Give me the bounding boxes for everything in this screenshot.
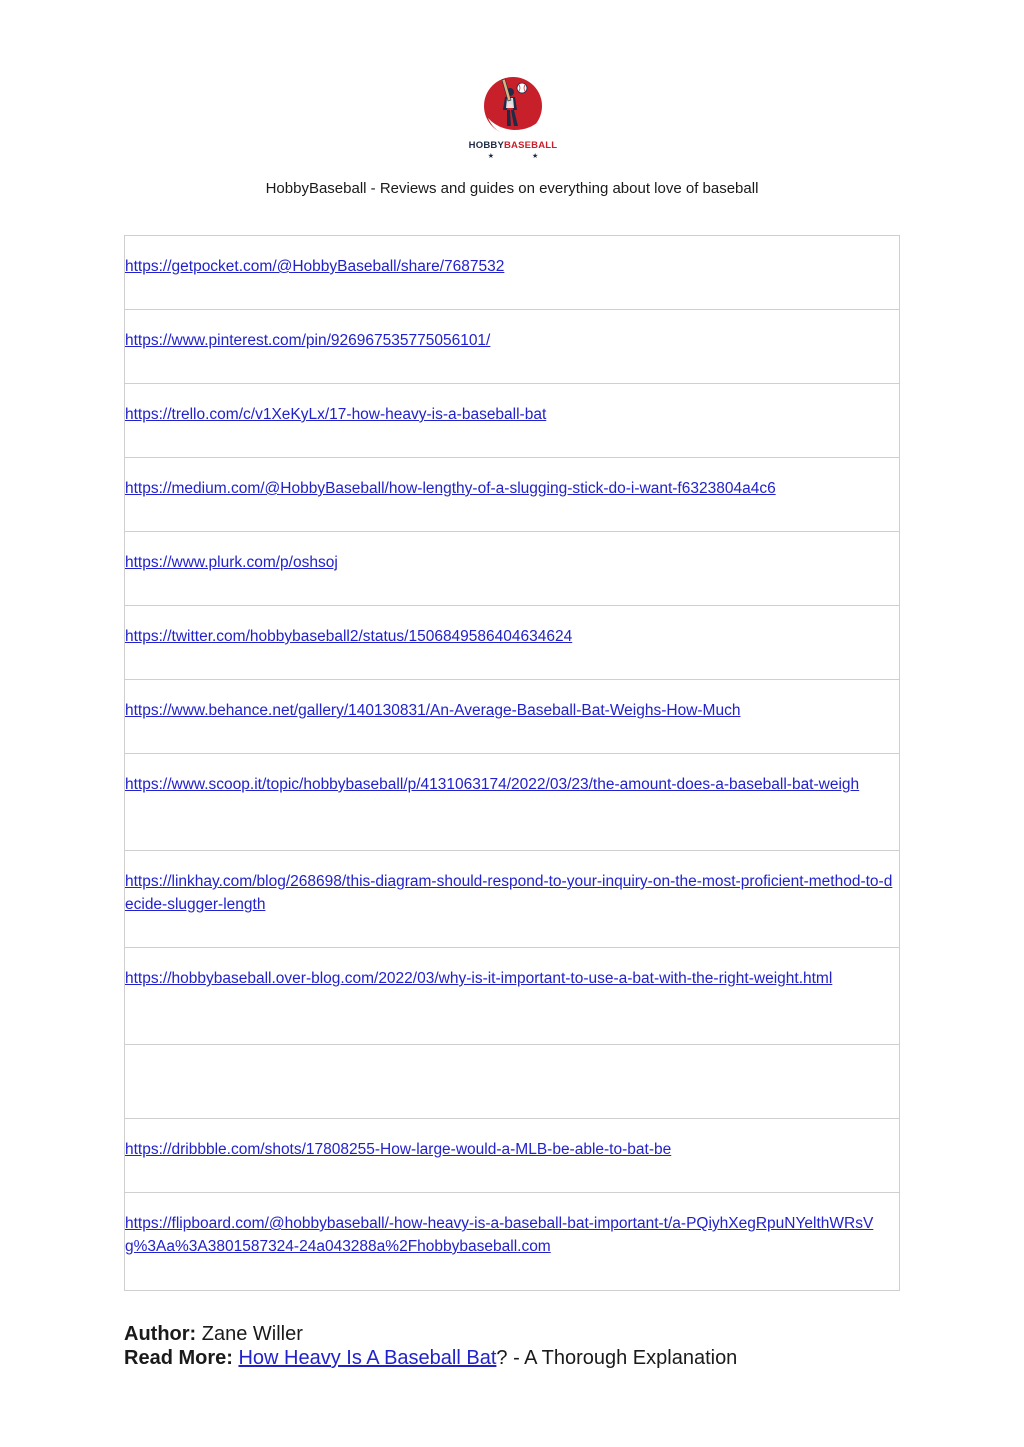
table-row (125, 236, 899, 310)
table-row (125, 1119, 899, 1193)
table-row (125, 384, 899, 458)
baseball-player-icon (466, 74, 560, 140)
read-more-label: Read More: (124, 1347, 233, 1369)
link-scoopit[interactable]: https://www.scoop.it/topic/hobbybaseball/p/4131063174/2022/03/23/the-amount-does-a-baseball-bat-weigh (125, 776, 860, 793)
link-behance[interactable]: https://www.behance.net/gallery/140130831/An-Average-Baseball-Bat-Weighs-How-Much (125, 702, 741, 719)
table-row (125, 532, 899, 606)
read-more-suffix: ? - A Thorough Explanation (496, 1347, 738, 1369)
table-row (125, 310, 899, 384)
table-row (125, 606, 899, 680)
link-plurk[interactable]: https://www.plurk.com/p/oshsoj (125, 554, 338, 571)
page-subtitle: HobbyBaseball - Reviews and guides on everything about love of baseball (265, 180, 759, 197)
link-pinterest[interactable]: https://www.pinterest.com/pin/926967535775056101/ (125, 332, 491, 349)
link-overblog[interactable]: https://hobbybaseball.over-blog.com/2022/03/why-is-it-important-to-use-a-bat-with-the-right-weight.html (125, 970, 833, 987)
read-more-link[interactable]: How Heavy Is A Baseball Bat (238, 1347, 497, 1369)
link-trello[interactable]: https://trello.com/c/v1XeKyLx/17-how-heavy-is-a-baseball-bat (125, 406, 547, 423)
footer (124, 1322, 904, 1370)
logo-wordmark: HOBBYBASEBALL (468, 140, 558, 151)
link-linkhay[interactable]: https://linkhay.com/blog/268698/this-diagram-should-respond-to-your-inquiry-on-the-most-proficient-method-to-decide-slugger-length (125, 873, 893, 913)
logo-stars: ★ ★ (487, 153, 557, 160)
links-table (124, 235, 900, 1291)
author-line (124, 1322, 904, 1346)
table-row (125, 754, 899, 851)
table-row (125, 948, 899, 1045)
read-more-line (124, 1346, 904, 1370)
table-row (125, 680, 899, 754)
table-row (125, 458, 899, 532)
table-row-empty (125, 1045, 899, 1119)
link-flipboard[interactable]: https://flipboard.com/@hobbybaseball/-how-heavy-is-a-baseball-bat-important-t/a-PQiyhXegRpuNYelthWRsVg%3Aa%3A3801587324-24a043288a%2Fhobbybaseball.com (125, 1215, 874, 1255)
link-twitter[interactable]: https://twitter.com/hobbybaseball2/status/1506849586404634624 (125, 628, 573, 645)
link-medium[interactable]: https://medium.com/@HobbyBaseball/how-lengthy-of-a-slugging-stick-do-i-want-f6323804a4c6 (125, 480, 776, 497)
hobbybaseball-logo (466, 74, 560, 160)
table-row (125, 851, 899, 948)
author-label: Author: (124, 1323, 197, 1345)
author-name: Zane Willer (201, 1323, 303, 1345)
table-row (125, 1193, 899, 1290)
link-getpocket[interactable]: https://getpocket.com/@HobbyBaseball/share/7687532 (125, 258, 505, 275)
link-dribbble[interactable]: https://dribbble.com/shots/17808255-How-large-would-a-MLB-be-able-to-bat-be (125, 1141, 672, 1158)
